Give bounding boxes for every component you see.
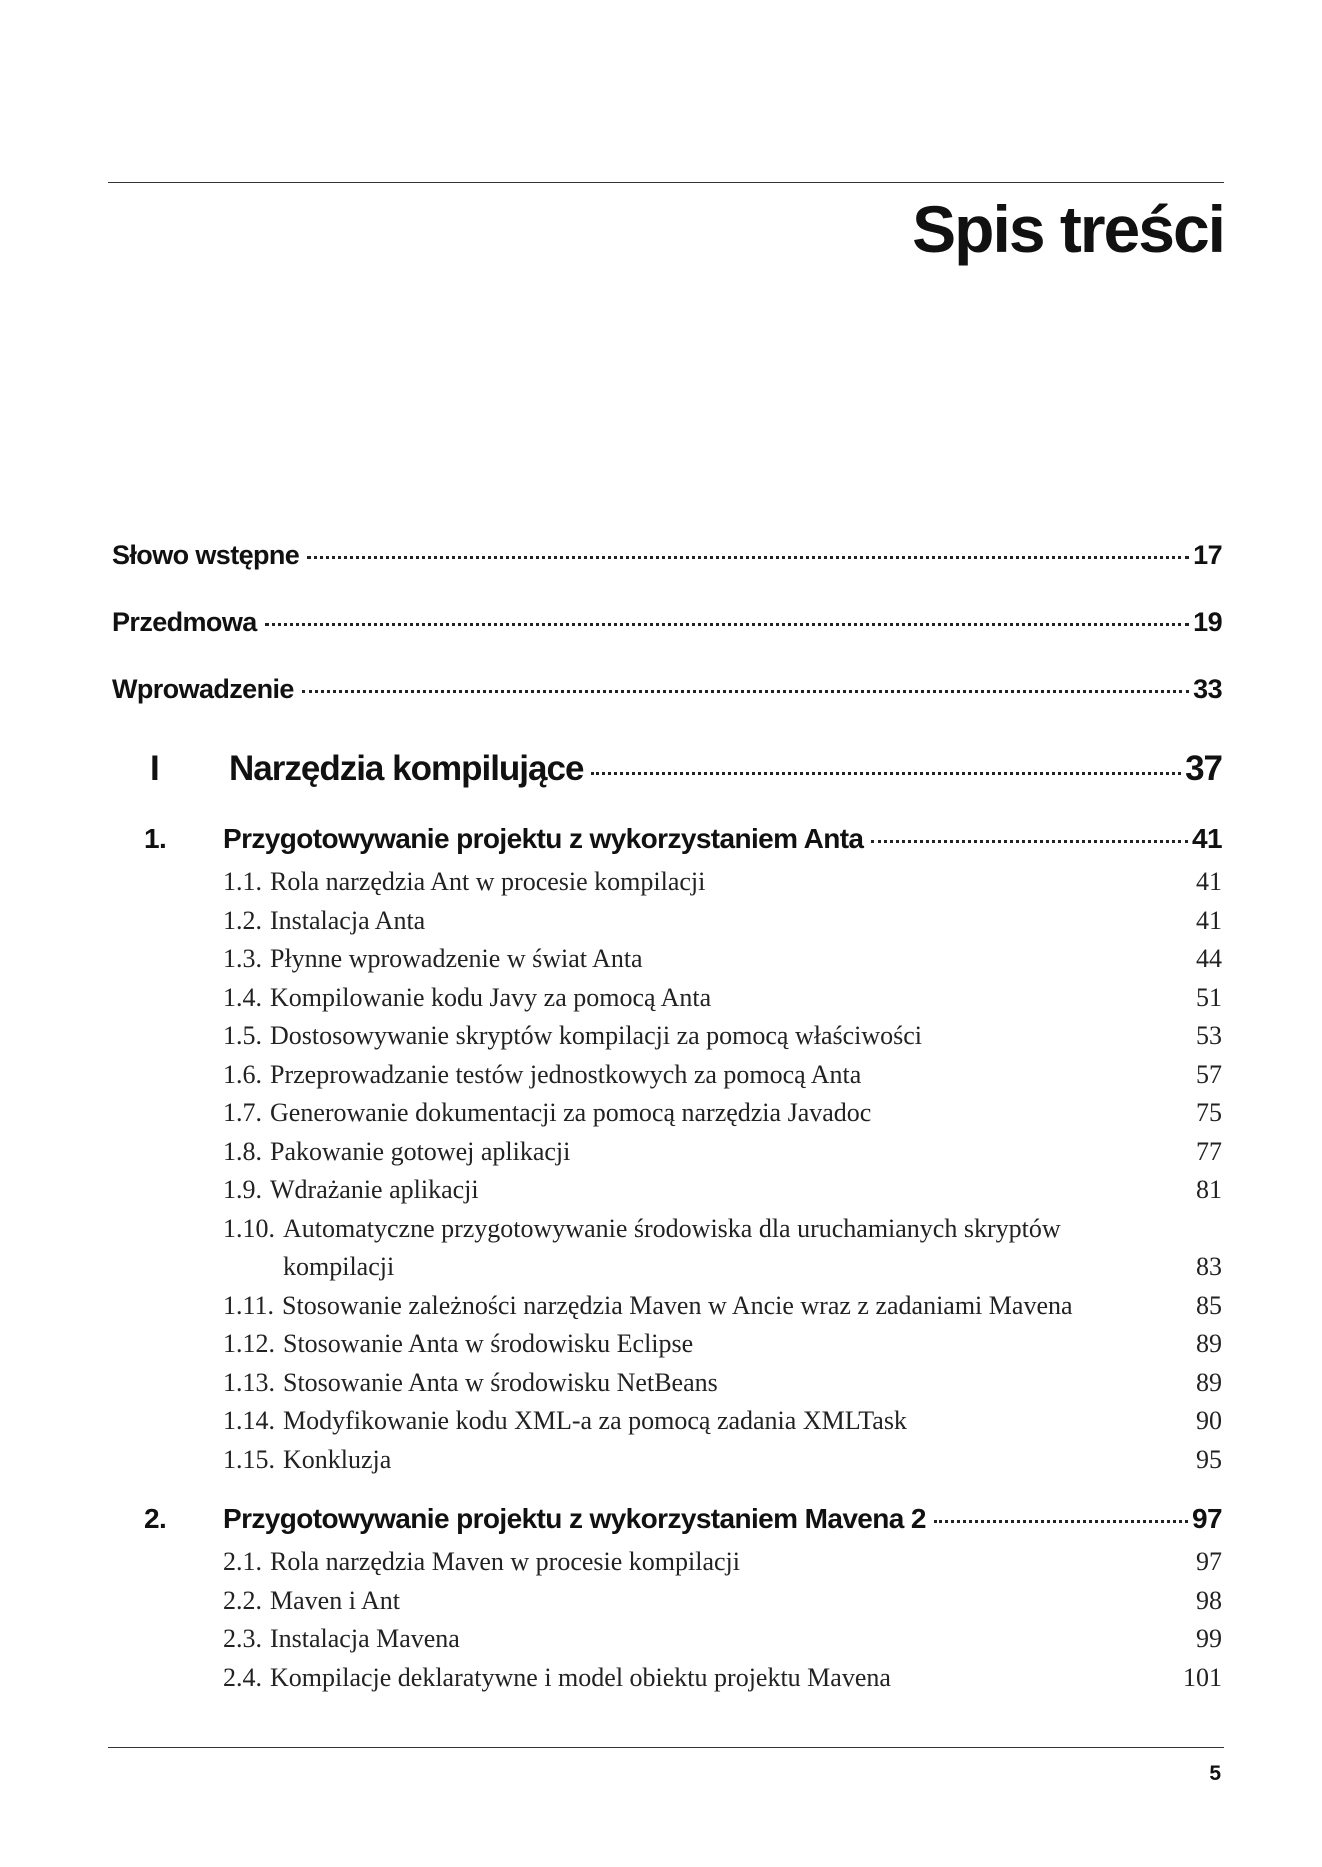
chapter-page: 41 [1192,823,1222,854]
page-number: 5 [1209,1762,1221,1785]
section-title: Automatyczne przygotowywanie środowiska dla uruchamianych skryptów kompilacji [283,1213,1061,1281]
section-title: Kompilowanie kodu Javy za pomocą Anta [270,982,712,1012]
page-title: Spis treści [912,192,1224,266]
dot-leader [934,1520,1188,1523]
section-page: 81 [1196,1175,1222,1204]
section-number: 2.1. [223,1547,262,1576]
section-title: Rola narzędzia Maven w procesie kompilacji [270,1547,740,1576]
section-page: 44 [1196,944,1222,973]
toc-section-entry[interactable] [191,1133,1222,1172]
section-number: 1.4. [223,982,262,1012]
section-number: 1.15. [223,1444,275,1474]
toc-section-entry[interactable] [191,1287,1222,1326]
toc-section-entry[interactable] [191,902,1222,941]
section-title: Płynne wprowadzenie w świat Anta [270,944,643,973]
entry-title: Słowo wstępne [112,540,300,570]
toc-entry-front-matter[interactable] [112,540,1222,607]
section-title: Rola narzędzia Ant w procesie kompilacji [270,867,706,896]
section-title: Stosowanie Anta w środowisku NetBeans [283,1367,718,1397]
section-page: 97 [1196,1547,1222,1576]
section-title: Przeprowadzanie testów jednostkowych za pomocą Anta [270,1059,862,1089]
toc-entry-front-matter[interactable] [112,607,1222,674]
section-number: 2.2. [223,1585,262,1615]
section-title: Wdrażanie aplikacji [270,1175,479,1204]
toc-section-entry[interactable] [191,1620,1222,1659]
section-title: Dostosowywanie skryptów kompilacji za pomocą właściwości [270,1021,923,1050]
entry-title: Wprowadzenie [112,674,294,704]
toc-section-entry[interactable] [191,1659,1222,1698]
section-number: 1.6. [223,1059,262,1089]
toc-section-entry[interactable] [191,1543,1222,1582]
toc-section-entry[interactable] [191,1210,1222,1287]
dot-leader [265,623,1190,626]
table-of-contents [112,540,1222,1697]
dot-leader [591,772,1181,775]
section-page: 41 [1196,905,1222,935]
section-title: Instalacja Anta [270,905,426,935]
section-number: 1.12. [223,1329,275,1358]
section-title: Konkluzja [283,1444,392,1474]
chapter-page: 97 [1192,1503,1222,1534]
toc-entry-front-matter[interactable] [112,674,1222,741]
chapter-title: Przygotowywanie projektu z wykorzystaniem Mavena 2 [223,1503,926,1534]
section-number: 1.3. [223,944,262,973]
toc-section-entry[interactable] [191,1171,1222,1210]
section-number: 1.8. [223,1136,262,1166]
section-page: 53 [1196,1021,1222,1050]
section-page: 41 [1196,867,1222,896]
section-page: 90 [1196,1406,1222,1435]
part-number: I [150,749,159,788]
section-number: 1.9. [223,1175,262,1204]
toc-section-entry[interactable] [191,1364,1222,1403]
bottom-rule [108,1747,1224,1748]
section-number: 1.14. [223,1406,275,1435]
entry-page: 33 [1193,674,1222,704]
chapter-title: Przygotowywanie projektu z wykorzystaniem Anta [223,823,864,854]
section-page: 98 [1196,1585,1222,1615]
section-title: Instalacja Mavena [270,1624,460,1653]
section-list [112,863,1222,1479]
dot-leader [302,690,1189,693]
toc-section-entry[interactable] [191,1402,1222,1441]
section-title: Kompilacje deklaratywne i model obiektu projektu Mavena [270,1662,891,1692]
toc-section-entry[interactable] [191,1582,1222,1621]
entry-page: 17 [1193,540,1222,570]
toc-section-entry[interactable] [191,1056,1222,1095]
top-rule [108,182,1224,183]
part-page: 37 [1185,749,1222,788]
toc-section-entry[interactable] [191,1325,1222,1364]
dot-leader [871,840,1188,843]
section-page: 75 [1196,1098,1222,1127]
section-page: 89 [1196,1329,1222,1358]
toc-section-entry[interactable] [191,1441,1222,1480]
section-number: 1.2. [223,905,262,935]
section-title: Generowanie dokumentacji za pomocą narzędzia Javadoc [270,1098,872,1127]
section-number: 1.7. [223,1098,262,1127]
toc-section-entry[interactable] [191,979,1222,1018]
section-page: 89 [1196,1367,1222,1397]
section-number: 2.3. [223,1624,262,1653]
toc-section-entry[interactable] [191,1094,1222,1133]
section-page: 57 [1196,1059,1222,1089]
section-number: 1.5. [223,1021,262,1050]
section-title: Stosowanie Anta w środowisku Eclipse [283,1329,694,1358]
toc-section-entry[interactable] [191,863,1222,902]
section-title: Stosowanie zależności narzędzia Maven w Ancie wraz z zadaniami Mavena [282,1290,1073,1320]
section-title: Maven i Ant [270,1585,400,1615]
toc-section-entry[interactable] [191,940,1222,979]
section-page: 101 [1183,1662,1222,1692]
section-page: 83 [1196,1252,1222,1281]
dot-leader [307,556,1189,559]
toc-section-entry[interactable] [191,1017,1222,1056]
section-number: 1.11. [223,1290,275,1320]
section-page: 99 [1196,1624,1222,1653]
section-title: Modyfikowanie kodu XML-a za pomocą zadania XMLTask [283,1406,907,1435]
section-number: 1.13. [223,1367,275,1397]
section-page: 85 [1196,1290,1222,1320]
toc-entry-chapter[interactable] [112,823,1222,863]
section-page: 77 [1196,1136,1222,1166]
entry-title: Przedmowa [112,607,257,637]
entry-page: 19 [1193,607,1222,637]
toc-entry-part[interactable] [112,749,1222,823]
section-page: 51 [1196,982,1222,1012]
section-page: 95 [1196,1444,1222,1474]
chapter-number: 1. [144,823,167,854]
chapter-number: 2. [144,1503,167,1534]
section-number: 1.1. [223,867,262,896]
part-title: Narzędzia kompilujące [229,749,584,788]
section-title: Pakowanie gotowej aplikacji [270,1136,571,1166]
section-number: 1.10. [223,1213,275,1243]
section-list [112,1543,1222,1697]
toc-entry-chapter[interactable] [112,1503,1222,1543]
section-number: 2.4. [223,1662,262,1692]
